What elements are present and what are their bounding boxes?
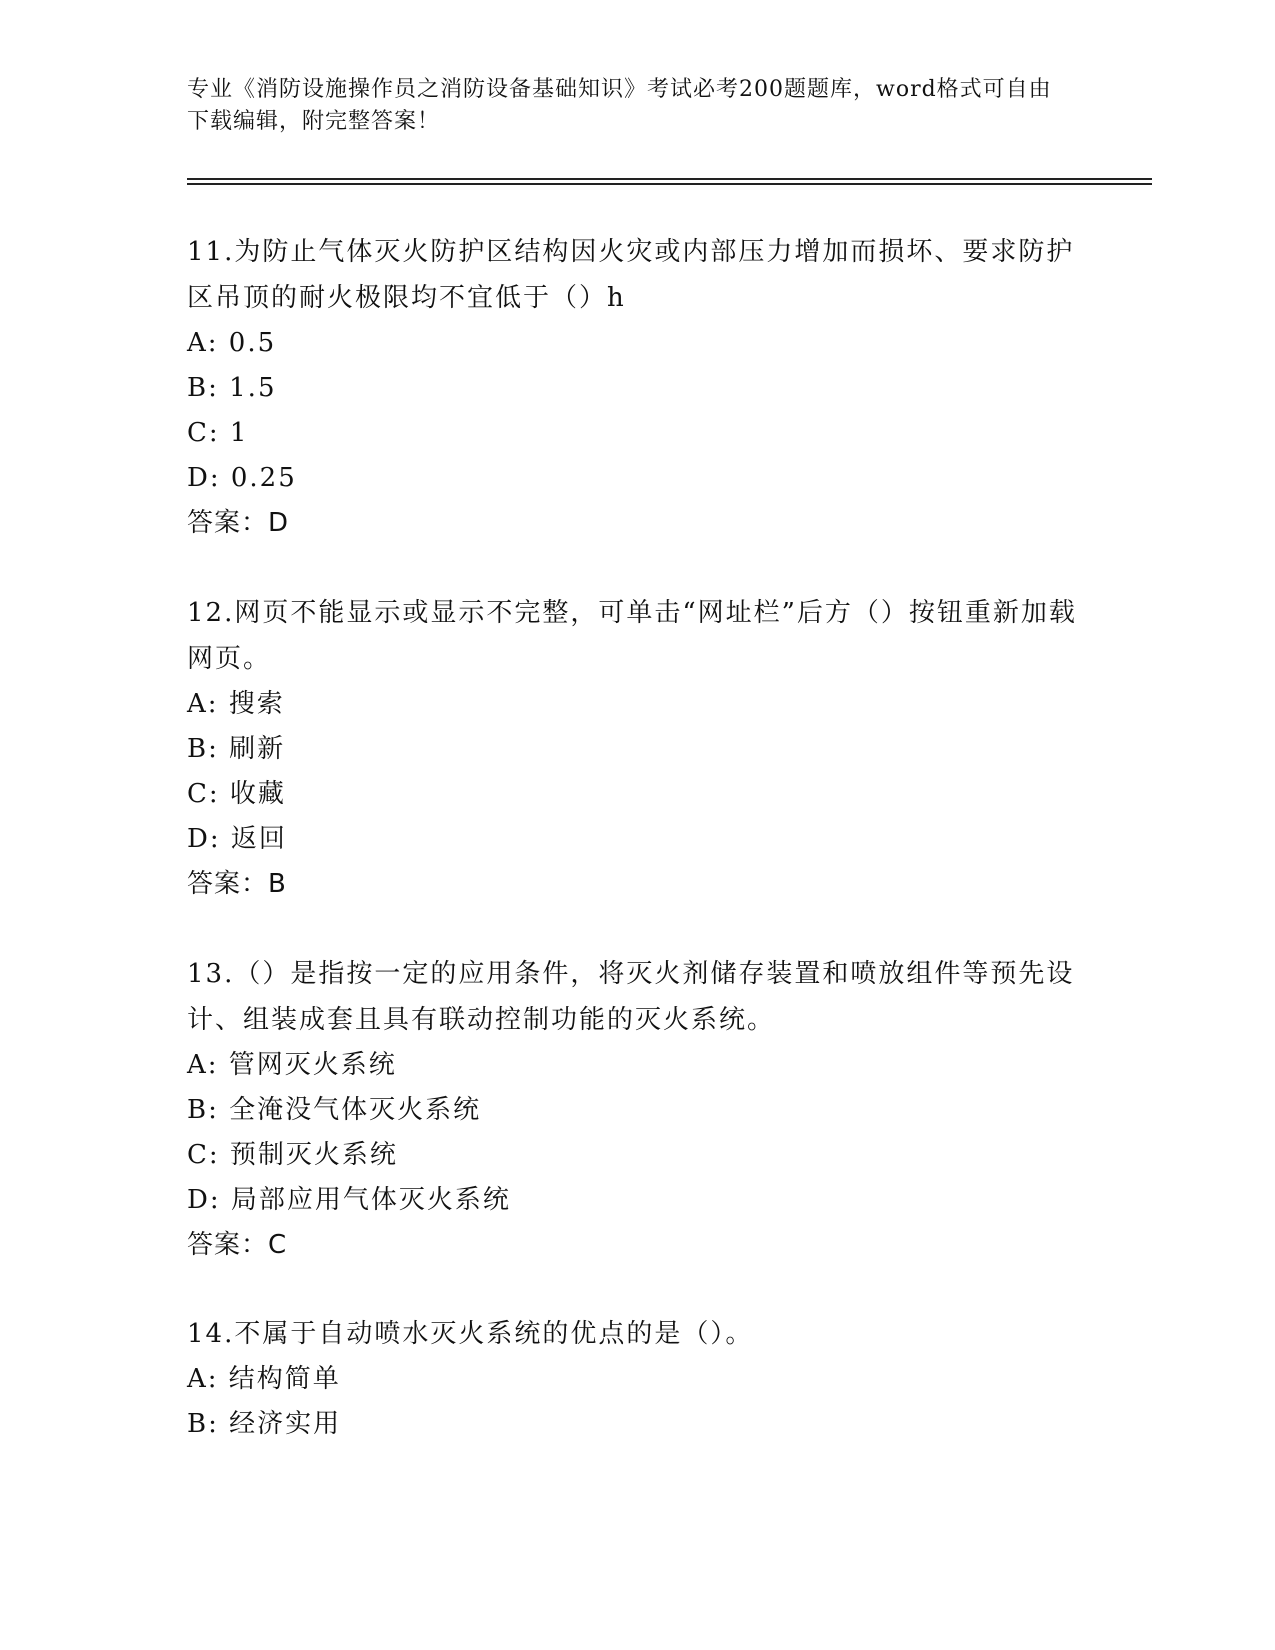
option-c: C: 1: [187, 418, 249, 448]
option-b: B: 刷新: [187, 734, 286, 764]
question-13: [187, 951, 1087, 1268]
answer-line: 答案：D: [187, 508, 290, 538]
answer-line: 答案：C: [187, 1230, 288, 1260]
option-c: C: 收藏: [187, 779, 286, 809]
option-a: A: 结构简单: [187, 1364, 341, 1394]
option-a: A: 搜索: [187, 689, 285, 719]
option-d: D: 0.25: [187, 463, 297, 493]
question-stem: 12.网页不能显示或显示不完整，可单击“网址栏”后方（）按钮重新加载网页。: [187, 598, 1077, 674]
option-b: B: 全淹没气体灭火系统: [187, 1095, 482, 1125]
option-a: A: 0.5: [187, 328, 277, 358]
option-a: A: 管网灭火系统: [187, 1050, 397, 1080]
option-b: B: 1.5: [187, 373, 277, 403]
option-d: D: 局部应用气体灭火系统: [187, 1185, 511, 1215]
question-14: [187, 1311, 1087, 1447]
header-divider-bottom: [187, 183, 1152, 185]
option-c: C: 预制灭火系统: [187, 1140, 398, 1170]
question-12: [187, 590, 1087, 907]
option-b: B: 经济实用: [187, 1409, 342, 1439]
question-stem: 11.为防止气体灭火防护区结构因火灾或内部压力增加而损坏、要求防护区吊顶的耐火极限均不宜低于（）h: [187, 237, 1075, 313]
document-intro: 专业《消防设施操作员之消防设备基础知识》考试必考200题题库，word格式可自由下载编辑，附完整答案！: [187, 77, 1052, 134]
question-stem: 13.（）是指按一定的应用条件，将灭火剂储存装置和喷放组件等预先设计、组装成套且具有联动控制功能的灭火系统。: [187, 959, 1075, 1035]
answer-line: 答案：B: [187, 869, 287, 899]
question-11: [187, 229, 1087, 546]
header-divider-top: [187, 178, 1152, 180]
question-stem: 14.不属于自动喷水灭火系统的优点的是（）。: [187, 1319, 754, 1349]
option-d: D: 返回: [187, 824, 287, 854]
